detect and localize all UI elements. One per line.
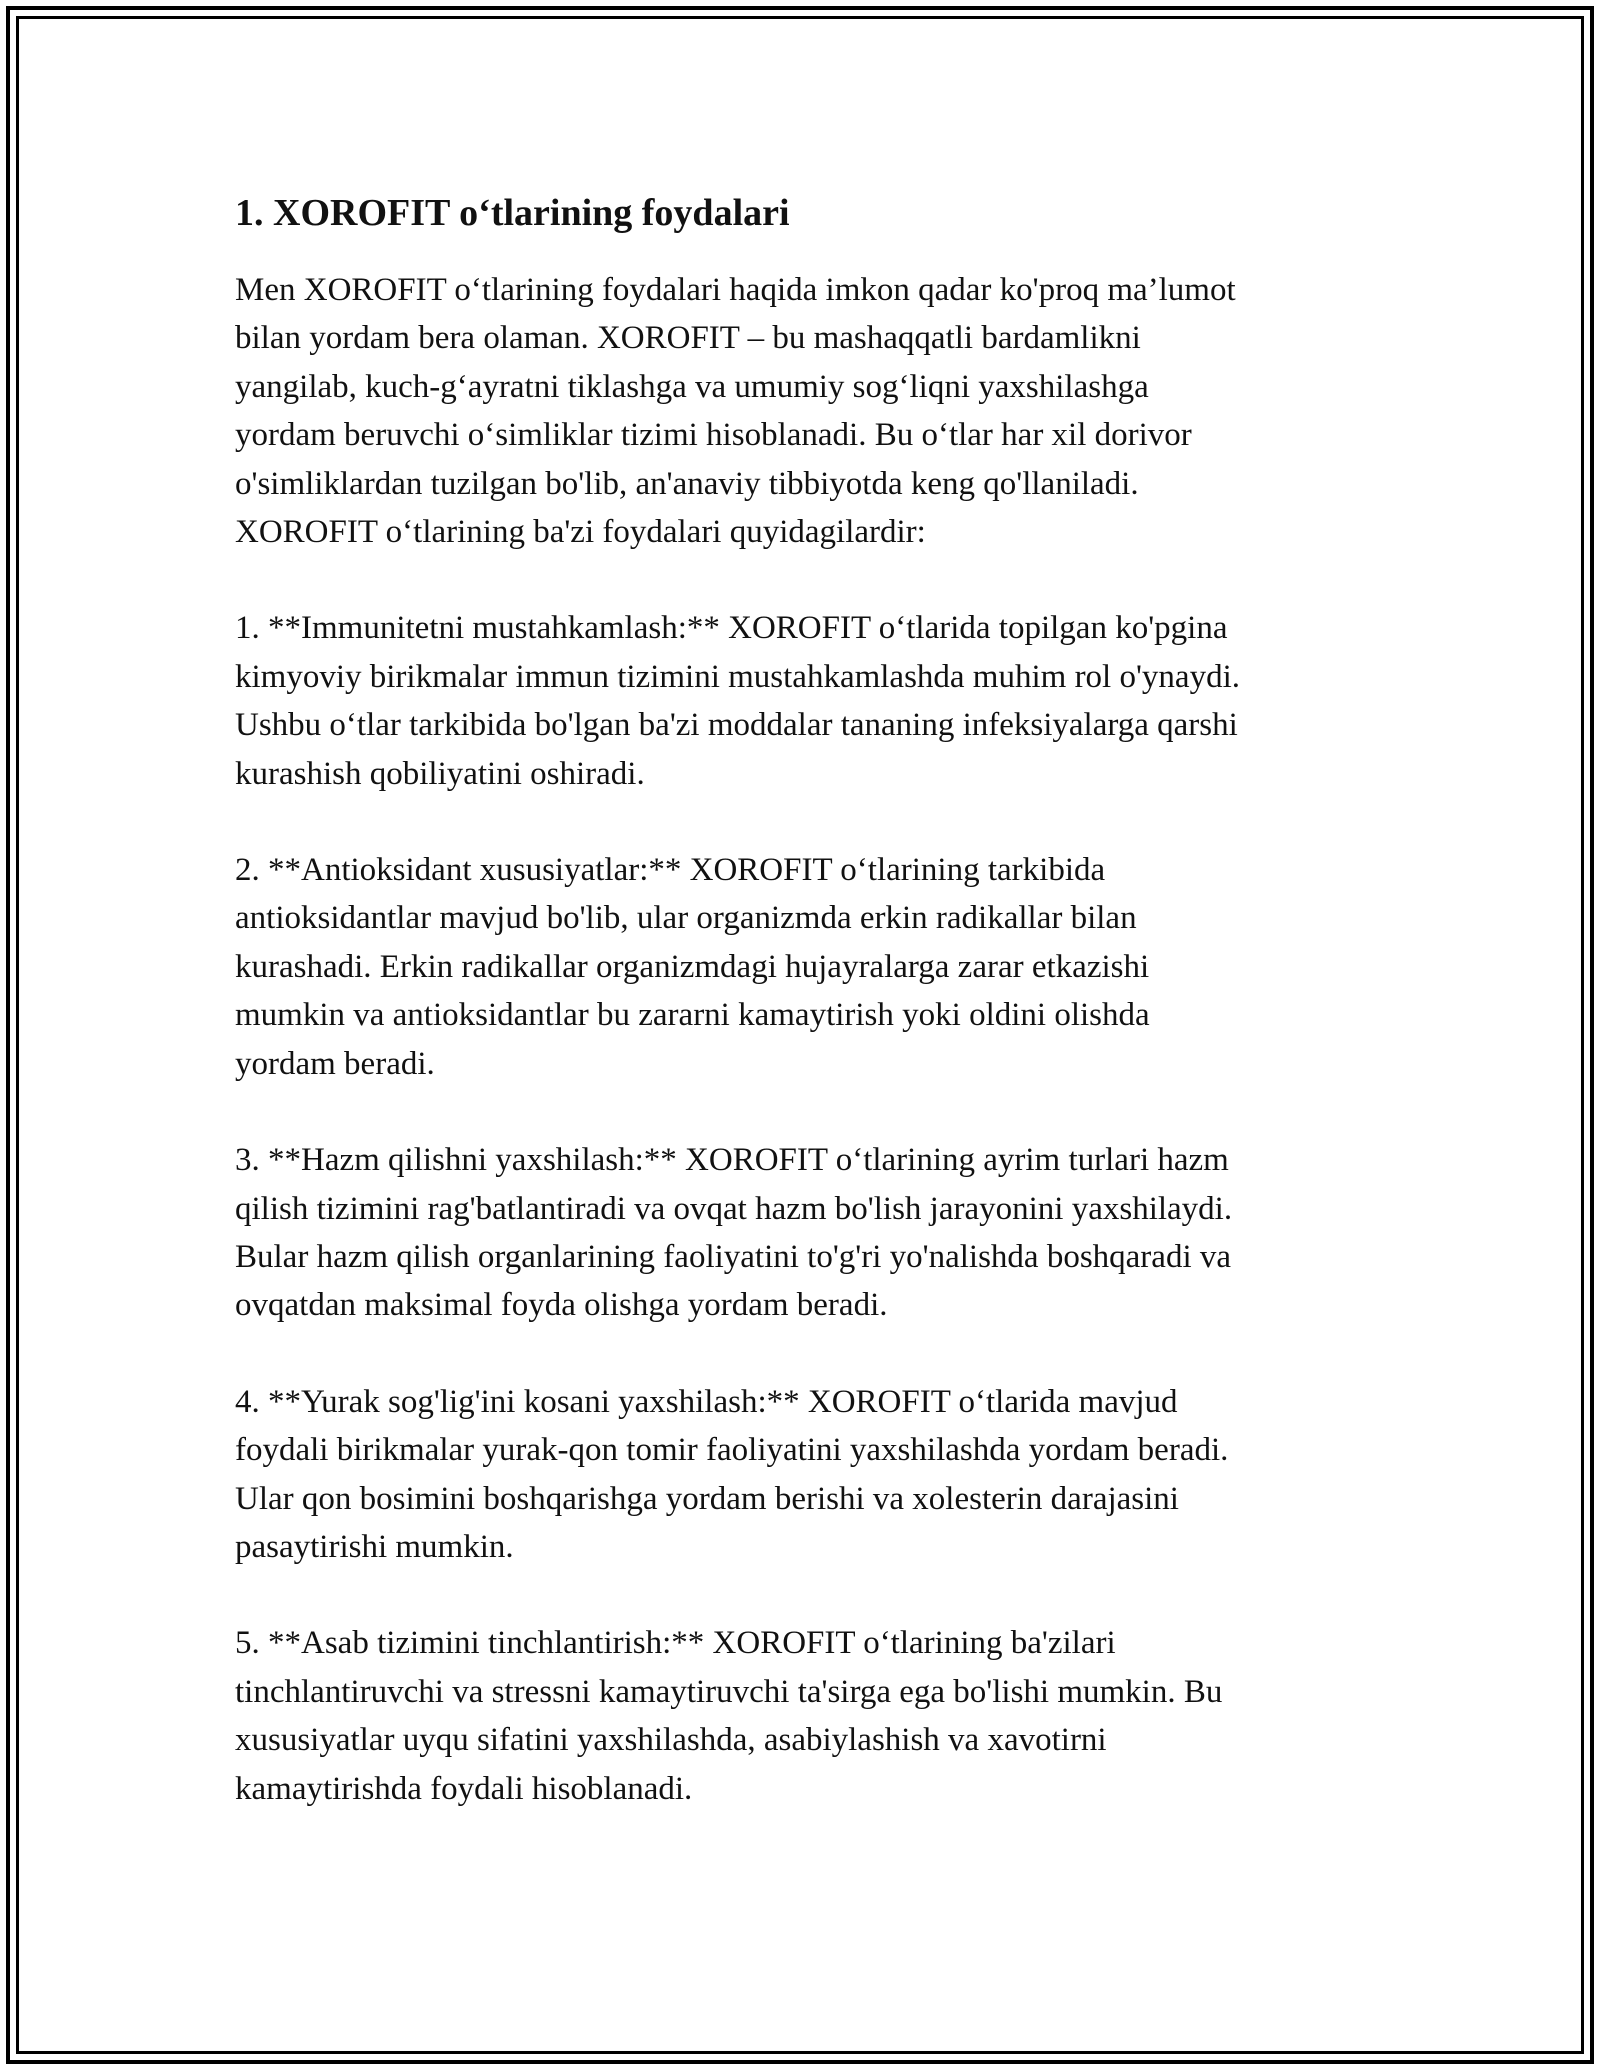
text-line: kimyoviy birikmalar immun tizimini mustahkamlashda muhim rol o'ynaydi. — [235, 658, 1240, 695]
list-item-heart — [235, 1378, 1365, 1572]
text-line: bilan yordam bera olaman. XOROFIT – bu mashaqqatli bardamlikni — [235, 320, 1141, 357]
text-line: kamaytirishda foydali hisoblanadi. — [235, 1770, 693, 1807]
document-body — [235, 190, 1365, 1861]
text-line: Bular hazm qilish organlarining faoliyatini to'g'ri yo'nalishda boshqaradi va — [235, 1238, 1232, 1275]
text-line: qilish tizimini rag'batlantiradi va ovqat hazm bo'lish jarayonini yaxshilaydi. — [235, 1190, 1233, 1227]
text-line: o'simliklardan tuzilgan bo'lib, an'anaviy tibbiyotda keng qo'llaniladi. — [235, 465, 1139, 502]
text-line: 5. **Asab tizimini tinchlantirish:** XOROFIT o‘tlarining ba'zilari — [235, 1625, 1116, 1662]
text-line: Men XOROFIT o‘tlarining foydalari haqida imkon qadar ko'proq ma’lumot — [235, 272, 1236, 308]
text-line: ovqatdan maksimal foyda olishga yordam beradi. — [235, 1287, 888, 1324]
text-line: foydali birikmalar yurak-qon tomir faoliyatini yaxshilashda yordam beradi. — [235, 1432, 1229, 1469]
list-item-immunity — [235, 604, 1365, 798]
text-line: Ushbu o‘tlar tarkibida bo'lgan ba'zi moddalar tananing infeksiyalarga qarshi — [235, 707, 1238, 744]
list-item-nervous-system — [235, 1619, 1365, 1813]
text-line: pasaytirishi mumkin. — [235, 1528, 514, 1565]
list-item-digestion — [235, 1136, 1365, 1330]
text-line: kurashish qobiliyatini oshiradi. — [235, 755, 645, 792]
text-line: yordam beradi. — [235, 1045, 435, 1082]
text-line: Ular qon bosimini boshqarishga yordam berishi va xolesterin darajasini — [235, 1480, 1179, 1517]
text-line: antioksidantlar mavjud bo'lib, ular organizmda erkin radikallar bilan — [235, 900, 1137, 937]
text-line: 3. **Hazm qilishni yaxshilash:** XOROFIT o‘tlarining ayrim turlari hazm — [235, 1142, 1229, 1179]
text-line: xususiyatlar uyqu sifatini yaxshilashda, asabiylashish va xavotirni — [235, 1722, 1107, 1759]
document-title: 1. XOROFIT o‘tlarining foydalari — [235, 192, 790, 234]
text-line: yordam beruvchi o‘simliklar tizimi hisoblanadi. Bu o‘tlar har xil dorivor — [235, 417, 1192, 454]
text-line: tinchlantiruvchi va stressni kamaytiruvchi ta'sirga ega bo'lishi mumkin. Bu — [235, 1673, 1223, 1710]
list-item-antioxidant — [235, 846, 1365, 1088]
text-line: XOROFIT o‘tlarining ba'zi foydalari quyidagilardir: — [235, 514, 926, 551]
text-line: 2. **Antioksidant xususiyatlar:** XOROFIT o‘tlarining tarkibida — [235, 852, 1106, 889]
text-line: mumkin va antioksidantlar bu zararni kamaytirish yoki oldini olishda — [235, 997, 1150, 1034]
text-line: 1. **Immunitetni mustahkamlash:** XOROFIT o‘tlarida topilgan ko'pgina — [235, 610, 1228, 647]
text-line: 4. **Yurak sog'lig'ini kosani yaxshilash:** XOROFIT o‘tlarida mavjud — [235, 1383, 1178, 1420]
paragraph-intro — [235, 266, 1365, 556]
text-line: kurashadi. Erkin radikallar organizmdagi hujayralarga zarar etkazishi — [235, 948, 1150, 985]
text-line: yangilab, kuch-g‘ayratni tiklashga va umumiy sog‘liqni yaxshilashga — [235, 368, 1149, 405]
